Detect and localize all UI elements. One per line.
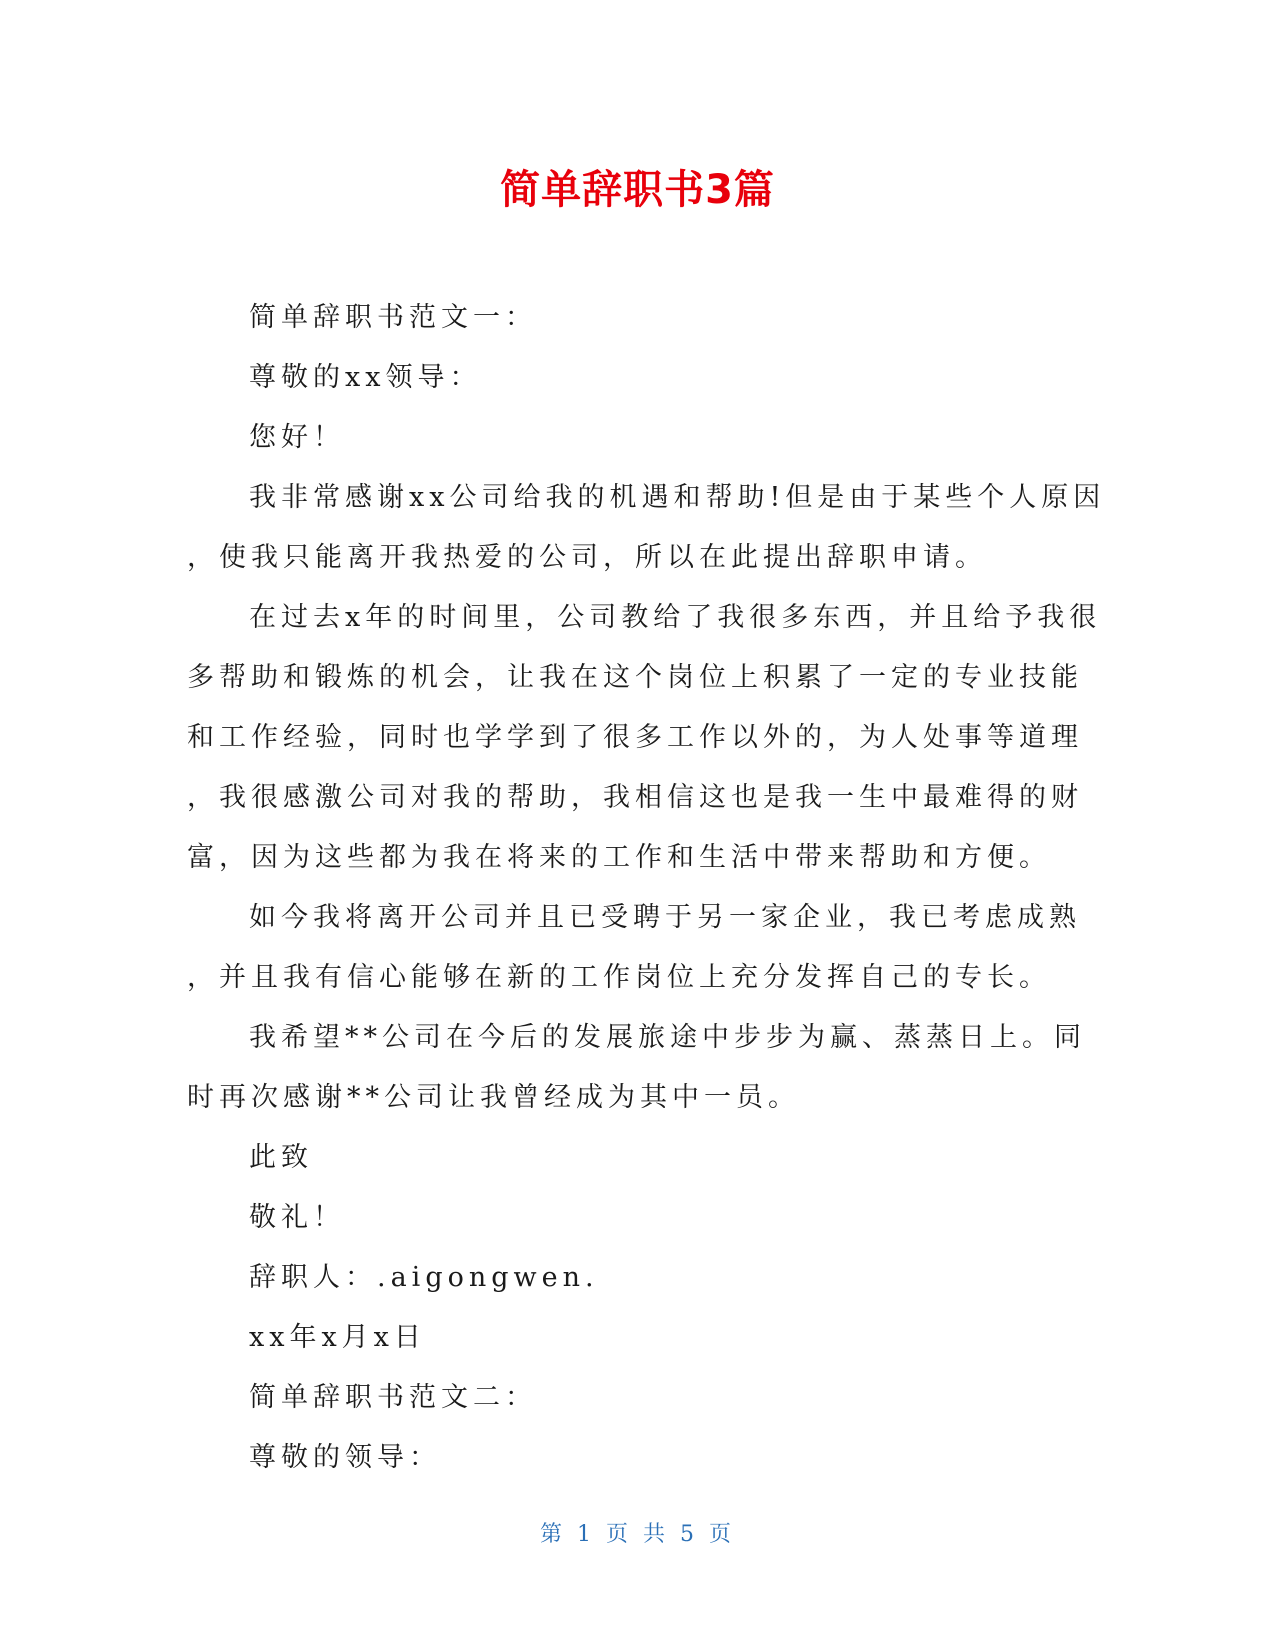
text-line: ，我很感激公司对我的帮助，我相信这也是我一生中最难得的财 [187,782,1083,813]
text-line: 尊敬的xx领导： [249,362,482,393]
text-line: xx年x月x日 [249,1322,426,1353]
text-line: 此致 [249,1142,313,1173]
text-line: 您好！ [249,422,345,453]
paragraph-greeting [187,408,1087,468]
text-line: 我希望**公司在今后的发展旅途中步步为赢、蒸蒸日上。同 [249,1022,1086,1053]
text-line: 辞职人：.aigongwen. [249,1262,599,1293]
paragraph-leaving [187,888,1087,1008]
text-line: 简单辞职书范文一： [249,302,537,333]
text-line: 多帮助和锻炼的机会，让我在这个岗位上积累了一定的专业技能 [187,662,1083,693]
text-line: 简单辞职书范文二： [249,1382,537,1413]
text-line: 尊敬的领导： [249,1442,441,1473]
text-line: 在过去x年的时间里，公司教给了我很多东西，并且给予我很 [249,602,1102,633]
paragraph-date [187,1308,1087,1368]
paragraph-wishes [187,1008,1087,1128]
text-line: 和工作经验，同时也学学到了很多工作以外的，为人处事等道理 [187,722,1083,753]
document-title: 简单辞职书3篇 [500,167,775,213]
text-line: 我非常感谢xx公司给我的机遇和帮助!但是由于某些个人原因 [249,482,1106,513]
paragraph-salutation-two [187,1428,1087,1488]
paragraph-regards [187,1188,1087,1248]
text-line: 时再次感谢**公司让我曾经成为其中一员。 [187,1082,800,1113]
text-line: 富，因为这些都为我在将来的工作和生活中带来帮助和方便。 [187,842,1051,873]
text-line: 敬礼！ [249,1202,345,1233]
paragraph-closing [187,1128,1087,1188]
text-line: ，并且我有信心能够在新的工作岗位上充分发挥自己的专长。 [187,962,1051,993]
paragraph-salutation [187,348,1087,408]
document-body [187,288,1106,1488]
paragraph-thanks [187,468,1106,588]
paragraph-heading-two [187,1368,1087,1428]
paragraph-past-years [187,588,1102,888]
text-line: 如今我将离开公司并且已受聘于另一家企业，我已考虑成熟 [249,902,1081,933]
paragraph-heading-one [187,288,1087,348]
paragraph-signer [187,1248,1087,1308]
page-number-footer: 第 1 页 共 5 页 [540,1522,735,1547]
text-line: ，使我只能离开我热爱的公司，所以在此提出辞职申请。 [187,542,987,573]
